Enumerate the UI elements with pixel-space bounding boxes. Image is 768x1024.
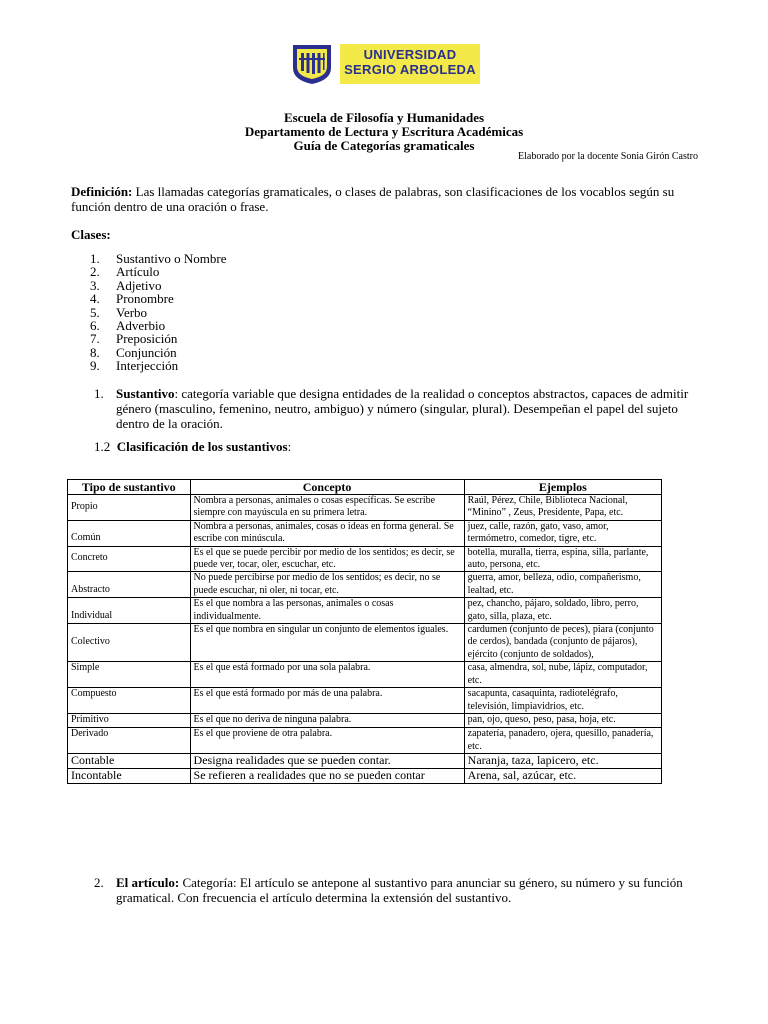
cell-concepto: Nombra a personas, animales o cosas específicas. Se escribe siempre con mayúscula en su primera letra. <box>190 495 464 521</box>
author-credit: Elaborado por la docente Sonia Girón Castro <box>518 151 698 162</box>
header-ejemplos: Ejemplos <box>464 480 661 495</box>
list-number: 5. <box>90 304 100 320</box>
section-body: : categoría variable que designa entidades de la realidad o conceptos abstractos, capaces de admitir género (masculino, femenino, neutro, ambiguo) y número (singular, plural). Desempeñan el papel del sujeto dentro de la oración. <box>116 386 689 431</box>
table-row <box>68 598 662 624</box>
section-number: 2. <box>94 875 104 890</box>
cell-concepto: Se refieren a realidades que no se pueden contar <box>190 769 464 784</box>
logo-text-line1: UNIVERSIDAD <box>363 47 457 62</box>
cell-tipo: Colectivo <box>68 624 191 662</box>
list-label: Adjetivo <box>116 277 162 293</box>
cell-ejemplos: cardumen (conjunto de peces), piara (conjunto de cerdos), bandada (conjunto de pájaros), ejército (conjunto de soldados), <box>464 624 661 662</box>
section-body: Categoría: El artículo se antepone al sustantivo para anunciar su género, su número y su función gramatical. Con frecuencia el artículo determina la extensión del sustantivo. <box>116 875 683 905</box>
list-number: 7. <box>90 331 100 347</box>
cell-concepto: Es el que está formado por más de una palabra. <box>190 688 464 714</box>
cell-concepto: Es el que no deriva de ninguna palabra. <box>190 713 464 727</box>
section-number: 1. <box>94 386 104 401</box>
list-number: 1. <box>90 251 100 266</box>
department-title: Departamento de Lectura y Escritura Académicas <box>244 124 524 139</box>
cell-ejemplos: pez, chancho, pájaro, soldado, libro, perro, gato, silla, plaza, etc. <box>464 598 661 624</box>
subsection-label: Clasificación de los sustantivos <box>116 439 288 454</box>
cell-concepto: Es el que está formado por una sola palabra. <box>190 662 464 688</box>
table-row <box>68 572 662 598</box>
table-row <box>68 546 662 572</box>
cell-tipo: Simple <box>68 662 191 688</box>
section-text <box>116 875 696 905</box>
list-label: Verbo <box>116 304 148 320</box>
list-item <box>90 332 227 345</box>
cell-tipo: Primitivo <box>68 713 191 727</box>
list-number: 9. <box>90 358 100 374</box>
cell-tipo: Común <box>68 520 191 546</box>
cell-tipo: Incontable <box>68 769 191 784</box>
list-label: Sustantivo o Nombre <box>116 251 227 266</box>
list-item <box>90 306 227 319</box>
cell-tipo: Compuesto <box>68 688 191 714</box>
list-number: 8. <box>90 344 100 360</box>
university-logo <box>288 40 480 90</box>
list-item <box>90 319 227 332</box>
cell-ejemplos: casa, almendra, sol, nube, lápiz, computador, etc. <box>464 662 661 688</box>
table-row <box>68 769 662 784</box>
section-label: Sustantivo <box>116 386 175 401</box>
cell-ejemplos: botella, muralla, tierra, espina, silla, parlante, auto, persona, etc. <box>464 546 661 572</box>
cell-tipo: Propio <box>68 495 191 521</box>
list-label: Interjección <box>116 358 179 374</box>
cell-concepto: No puede percibirse por medio de los sentidos; es decir, no se puede escuchar, ni oler, ni tocar, etc. <box>190 572 464 598</box>
table-row <box>68 495 662 521</box>
subsection-number: 1.2 <box>94 439 111 454</box>
list-item <box>90 252 227 265</box>
cell-ejemplos: pan, ojo, queso, peso, pasa, hoja, etc. <box>464 713 661 727</box>
table-row <box>68 713 662 727</box>
cell-ejemplos: guerra, amor, belleza, odio, compañerismo, lealtad, etc. <box>464 572 661 598</box>
section-text <box>116 386 696 431</box>
table-row <box>68 728 662 754</box>
cell-ejemplos: sacapunta, casaquinta, radiotelégrafo, televisión, limpiavidrios, etc. <box>464 688 661 714</box>
logo-text-line2: SERGIO ARBOLEDA <box>344 62 476 77</box>
definition-paragraph <box>71 184 703 214</box>
cell-ejemplos: Raúl, Pérez, Chile, Biblioteca Nacional, “Minino” , Zeus, Presidente, Papa, etc. <box>464 495 661 521</box>
school-title: Escuela de Filosofía y Humanidades <box>283 110 485 125</box>
header-concepto: Concepto <box>190 480 464 495</box>
cell-concepto: Es el que nombra a las personas, animales o cosas individualmente. <box>190 598 464 624</box>
list-label: Artículo <box>116 264 160 280</box>
header-tipo: Tipo de sustantivo <box>68 480 191 495</box>
clases-list <box>90 252 227 373</box>
cell-concepto: Designa realidades que se pueden contar. <box>190 754 464 769</box>
cell-ejemplos: Arena, sal, azúcar, etc. <box>464 769 661 784</box>
guide-title: Guía de Categorías gramaticales <box>293 138 475 153</box>
subsection-heading <box>94 439 291 455</box>
subsection-suffix: : <box>287 439 292 454</box>
section-label: El artículo: <box>116 875 180 890</box>
list-item <box>90 359 227 372</box>
table-row <box>68 754 662 769</box>
list-label: Conjunción <box>116 344 177 360</box>
cell-concepto: Es el que nombra en singular un conjunto de elementos iguales. <box>190 624 464 662</box>
list-number: 2. <box>90 264 100 280</box>
section-sustantivo <box>94 386 696 431</box>
table-header-row <box>68 480 662 495</box>
cell-ejemplos: juez, calle, razón, gato, vaso, amor, termómetro, comedor, tigre, etc. <box>464 520 661 546</box>
list-number: 3. <box>90 277 100 293</box>
list-item <box>90 346 227 359</box>
list-label: Preposición <box>116 331 178 347</box>
cell-concepto: Es el que proviene de otra palabra. <box>190 728 464 754</box>
list-item <box>90 265 227 278</box>
cell-tipo: Derivado <box>68 728 191 754</box>
cell-concepto: Nombra a personas, animales, cosas o ideas en forma general. Se escribe con minúscula. <box>190 520 464 546</box>
sustantivos-table <box>67 479 662 784</box>
shield-icon <box>290 42 334 86</box>
list-item <box>90 292 227 305</box>
section-articulo <box>94 875 696 905</box>
list-number: 6. <box>90 318 100 334</box>
cell-ejemplos: Naranja, taza, lapicero, etc. <box>464 754 661 769</box>
clases-heading: Clases: <box>71 227 111 242</box>
list-number: 4. <box>90 291 100 307</box>
cell-tipo: Abstracto <box>68 572 191 598</box>
table-row <box>68 662 662 688</box>
definition-text: Las llamadas categorías gramaticales, o clases de palabras, son clasificaciones de los vocablos según su función dentro de una oración o frase. <box>71 184 675 214</box>
cell-tipo: Contable <box>68 754 191 769</box>
table-row <box>68 688 662 714</box>
list-label: Pronombre <box>116 291 174 307</box>
definition-label: Definición: <box>71 184 133 199</box>
cell-tipo: Concreto <box>68 546 191 572</box>
list-item <box>90 279 227 292</box>
table-row <box>68 520 662 546</box>
cell-concepto: Es el que se puede percibir por medio de los sentidos; es decir, se puede ver, tocar, oler, escuchar, etc. <box>190 546 464 572</box>
cell-tipo: Individual <box>68 598 191 624</box>
cell-ejemplos: zapatería, panadero, ojera, quesillo, panadería, etc. <box>464 728 661 754</box>
list-label: Adverbio <box>116 318 166 334</box>
table-row <box>68 624 662 662</box>
